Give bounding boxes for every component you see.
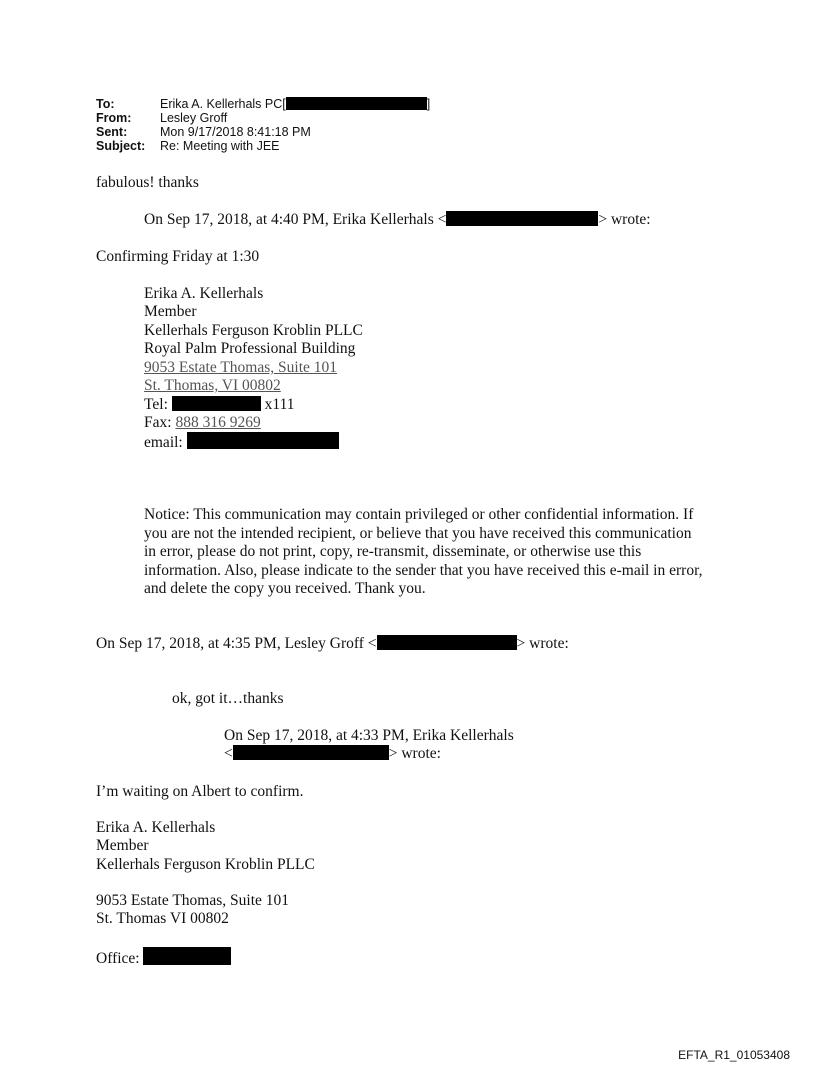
confidentiality-notice: Notice: This communication may contain privileged or other confidential information. If you are not the intended recipient, or believe that you have received this communication in error, please do not print, copy, re-transmit, disseminate, or otherwise use this information. Also, please indicate to the sender that you have received this e-mail in error, and delete the copy you received. Thank you. [144, 506, 703, 597]
sent-label: Sent: [96, 125, 128, 139]
subject-value: Re: Meeting with JEE [160, 139, 280, 153]
redaction-block [377, 635, 517, 650]
from-label: From: [96, 111, 132, 125]
quote-suffix: > wrote: [598, 211, 651, 228]
waiting-text: I’m waiting on Albert to confirm. [96, 783, 304, 800]
redaction-block [286, 97, 427, 110]
to-label: To: [96, 97, 115, 111]
quote-prefix: On Sep 17, 2018, at 4:35 PM, Lesley Groff < [96, 635, 377, 652]
office-label: Office: [96, 950, 140, 967]
tel-label: Tel: [144, 396, 168, 413]
sig2-address-2: St. Thomas VI 00802 [96, 910, 229, 927]
quote-header-1 [144, 211, 651, 228]
sig-title: Member [144, 303, 197, 320]
redaction-block [187, 432, 339, 449]
to-close: ] [426, 97, 431, 111]
sig2-name: Erika A. Kellerhals [96, 819, 216, 836]
email-label: email: [144, 434, 183, 451]
redaction-block [143, 947, 231, 965]
redaction-block [446, 211, 598, 226]
header-sent-row [96, 125, 311, 139]
quote-suffix: > wrote: [516, 635, 569, 652]
quote-header-2 [96, 635, 569, 652]
quote-prefix: < [224, 745, 233, 762]
sig2-office-row [96, 947, 231, 967]
tel-ext: x111 [264, 396, 295, 413]
document-id: EFTA_R1_01053408 [678, 1048, 790, 1062]
sig-building: Royal Palm Professional Building [144, 340, 356, 357]
quote-header-3-line1: On Sep 17, 2018, at 4:33 PM, Erika Kellerhals [224, 727, 514, 744]
header-from-row [96, 111, 227, 125]
from-value: Lesley Groff [160, 111, 228, 125]
redaction-block [172, 396, 261, 411]
sig2-address-1: 9053 Estate Thomas, Suite 101 [96, 892, 290, 909]
sent-value: Mon 9/17/2018 8:41:18 PM [160, 125, 311, 139]
sig-tel-row [144, 396, 295, 413]
fax-link[interactable]: 888 316 9269 [175, 414, 261, 431]
reply-text-2: ok, got it…thanks [172, 690, 284, 707]
header-subject-row [96, 139, 280, 153]
sig-name: Erika A. Kellerhals [144, 285, 264, 302]
sig-firm: Kellerhals Ferguson Kroblin PLLC [144, 322, 363, 339]
fax-label: Fax: [144, 414, 172, 431]
sig2-title: Member [96, 837, 149, 854]
sig-fax-row [144, 414, 261, 431]
sig-address-link-2[interactable]: St. Thomas, VI 00802 [144, 377, 281, 394]
quote-suffix: > wrote: [388, 745, 441, 762]
sig-address-link-1[interactable]: 9053 Estate Thomas, Suite 101 [144, 359, 338, 376]
sig-email-row [144, 432, 339, 451]
header-to-row [96, 97, 430, 111]
to-value: Erika A. Kellerhals PC[ [160, 97, 286, 111]
confirm-text: Confirming Friday at 1:30 [96, 248, 260, 265]
quote-prefix: On Sep 17, 2018, at 4:40 PM, Erika Kellerhals < [144, 211, 447, 228]
reply-text: fabulous! thanks [96, 174, 199, 191]
redaction-block [233, 745, 389, 760]
subject-label: Subject: [96, 139, 146, 153]
sig2-firm: Kellerhals Ferguson Kroblin PLLC [96, 856, 315, 873]
quote-header-3-line2 [224, 745, 441, 762]
